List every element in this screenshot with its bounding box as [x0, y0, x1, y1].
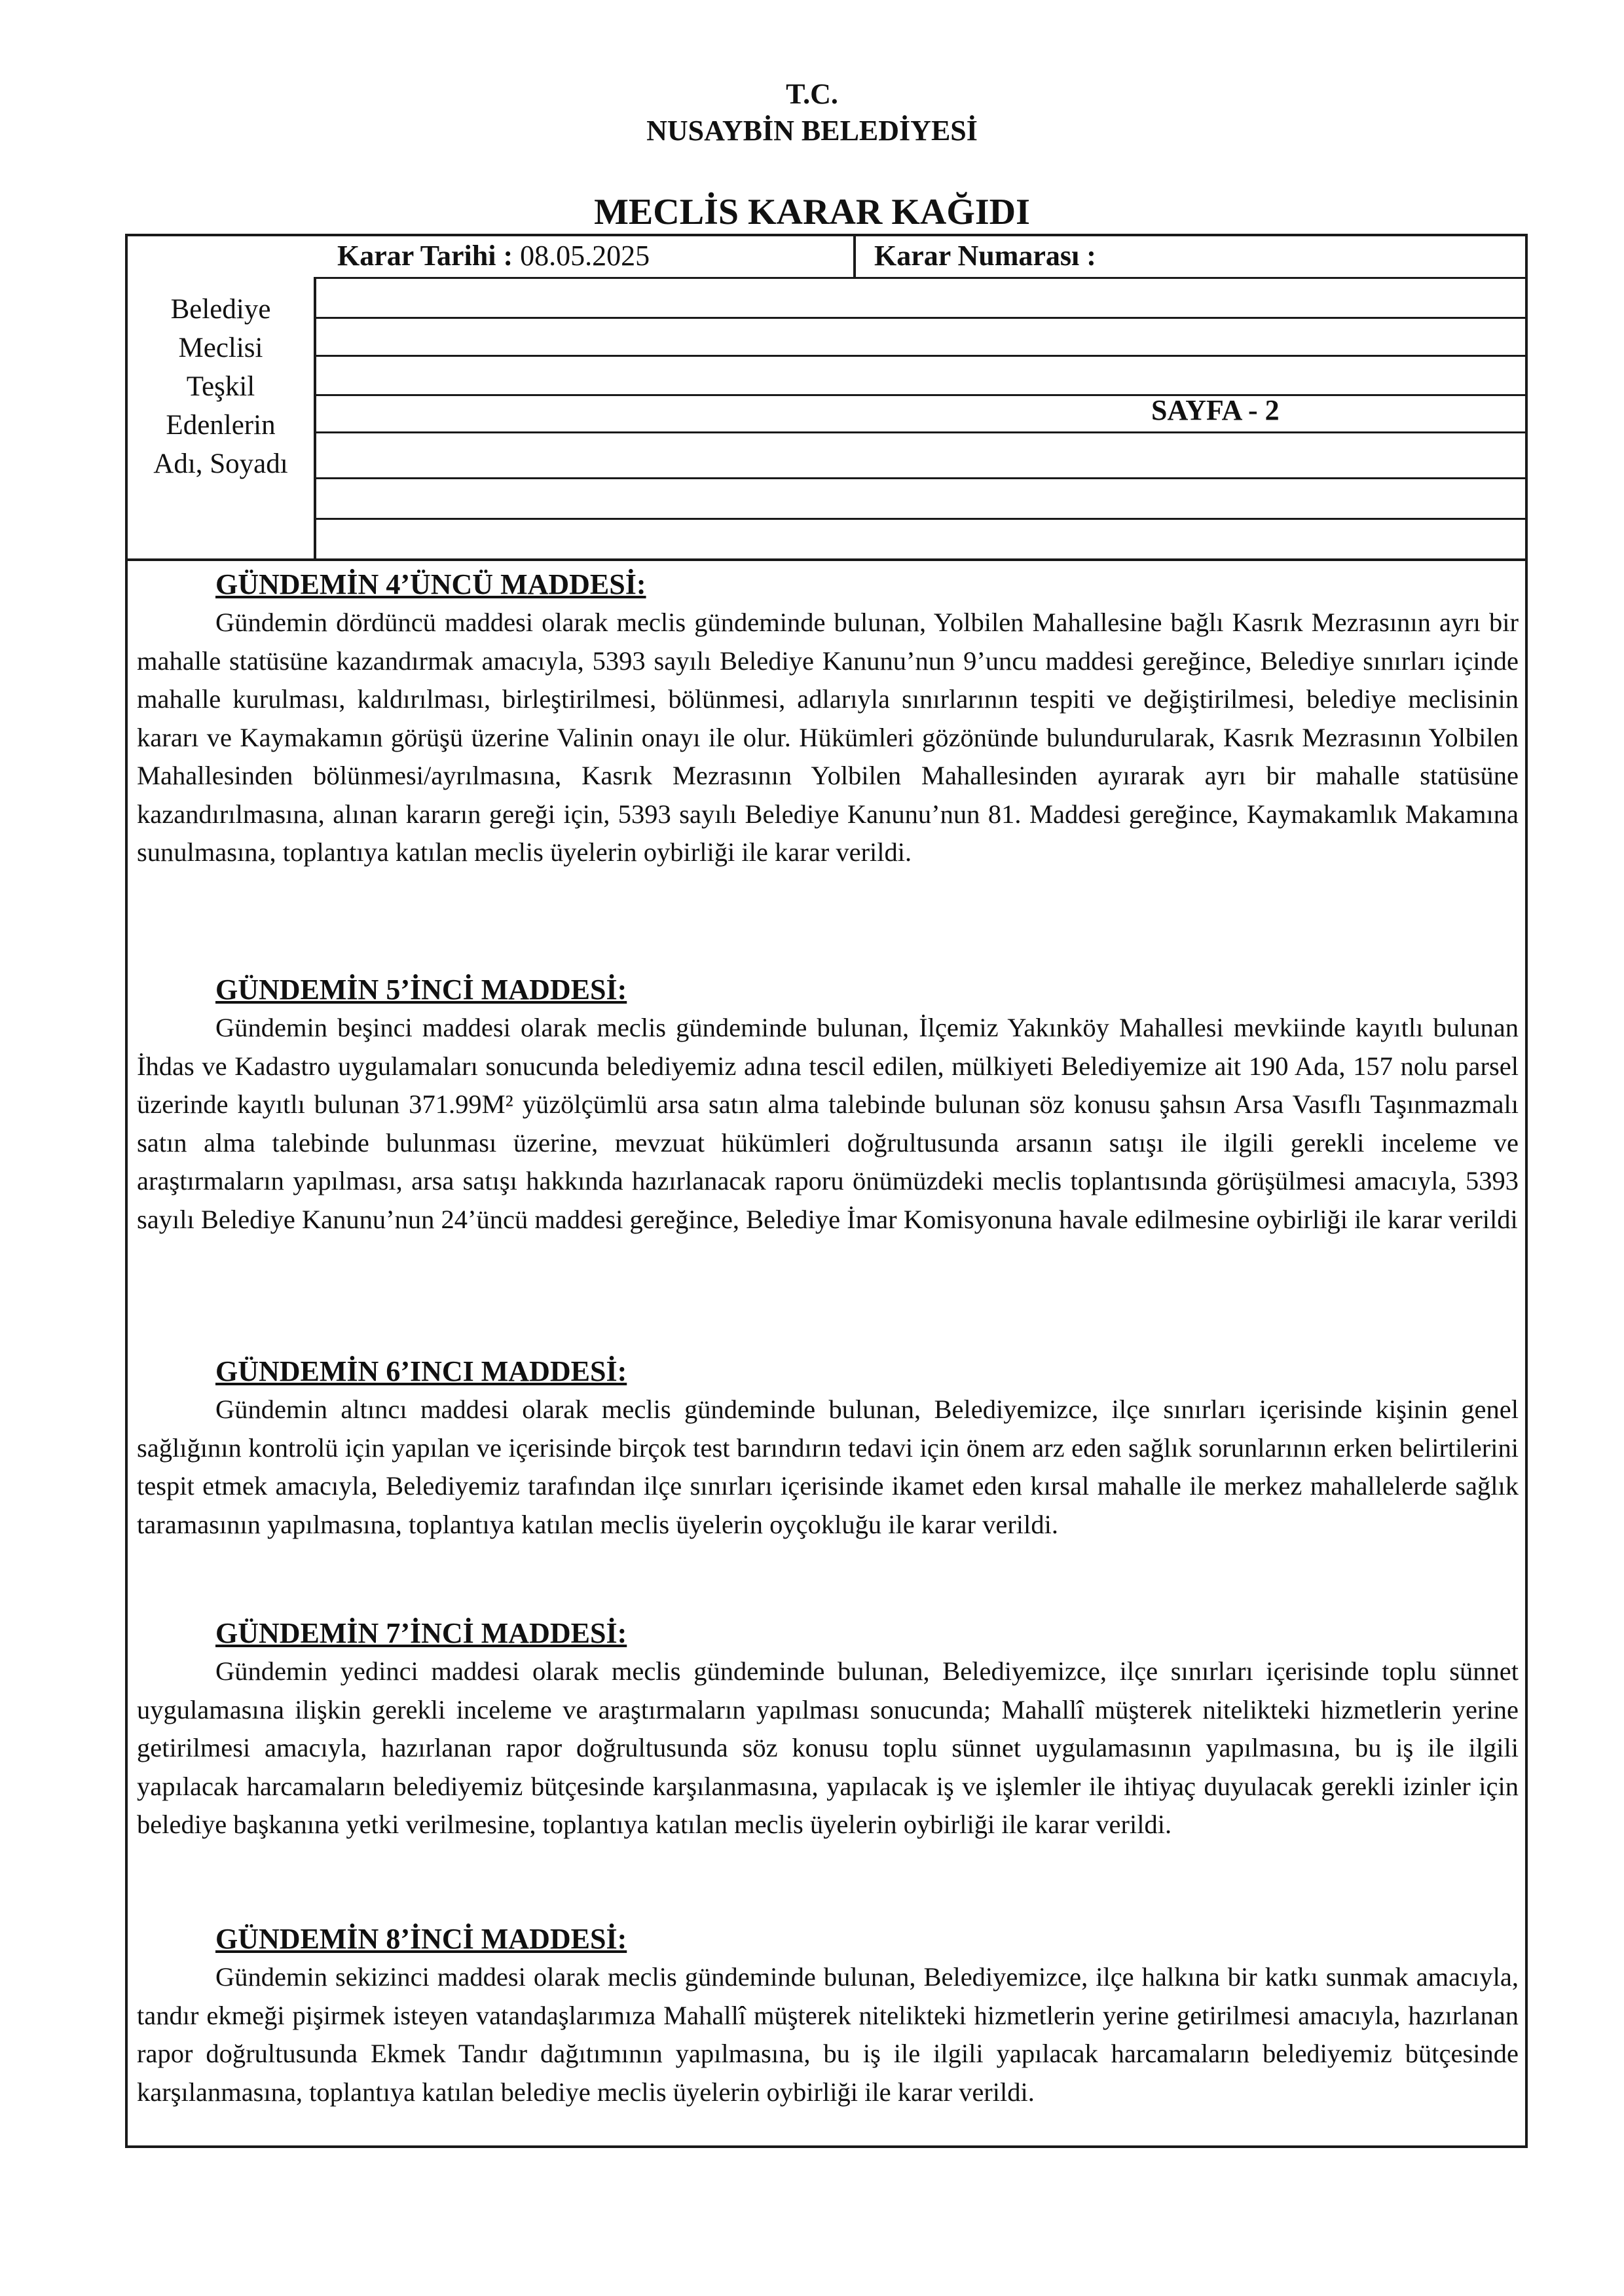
members-label-line: Teşkil	[186, 371, 255, 402]
document-title: MECLİS KARAR KAĞIDI	[594, 192, 1030, 232]
header-divider	[316, 277, 1525, 279]
agenda-item	[137, 1353, 1519, 1544]
decision-date-label: Karar Tarihi :	[337, 240, 513, 272]
members-label-line: Belediye	[170, 294, 271, 325]
agenda-item	[137, 971, 1519, 1239]
agenda-heading: GÜNDEMİN 4’ÜNCÜ MADDESİ:	[215, 568, 646, 600]
municipality-name: NUSAYBİN BELEDİYESİ	[646, 115, 978, 147]
agenda-heading: GÜNDEMİN 8’İNCİ MADDESİ:	[215, 1923, 627, 1955]
member-name-line	[316, 355, 1525, 357]
agenda-item	[137, 1920, 1519, 2111]
decision-date-value: 08.05.2025	[520, 240, 650, 272]
member-name-line	[316, 394, 1525, 396]
members-label-line: Meclisi	[178, 333, 263, 363]
members-label	[128, 290, 314, 483]
decision-form	[125, 234, 1528, 2148]
agenda-heading: GÜNDEMİN 7’İNCİ MADDESİ:	[215, 1617, 627, 1649]
decision-number-label: Karar Numarası :	[874, 240, 1096, 272]
agenda-text: Gündemin altıncı maddesi olarak meclis gündeminde bulunan, Belediyemizce, ilçe sınırları içerisinde kişinin genel sağlığının kontrolü için yapılan ve içerisinde birçok test barındırın tedavi için önem arz eden sağlık sorunlarının erken belirtilerini tespit etmek amacıyla, Belediyemiz tarafından ilçe sınırları içerisinde ikamet eden kırsal mahalle ile merkez mahallelerde sağlık taramasının yapılmasına, toplantıya katılan meclis üyelerin oyçokluğu ile karar verildi.	[137, 1394, 1519, 1539]
agenda-heading: GÜNDEMİN 6’INCI MADDESİ:	[215, 1355, 627, 1387]
header-bottom-border	[128, 558, 1525, 561]
agenda-text: Gündemin beşinci maddesi olarak meclis gündeminde bulunan, İlçemiz Yakınköy Mahallesi mevkiinde kayıtlı bulunan İhdas ve Kadastro uygulamaları sonucunda belediyemiz adına tescil edilen, mülkiyeti Belediyemize ait 190 Ada, 157 nolu parsel üzerinde kayıtlı bulunan 371.99M² yüzölçümlü arsa satın alma talebinde bulunan söz konusu şahsın Arsa Vasıflı Taşınmazmalı satın alma talebinde bulunması üzerine, mevzuat hükümleri doğrultusunda arsanın satışı ile ilgili gerekli inceleme ve araştırmaların yapılması, arsa satışı hakkında hazırlanacak raporu önümüzdeki meclis toplantısında görüşülmesi amacıyla, 5393 sayılı Belediye Kanunu’nun 24’üncü maddesi gereğince, Belediye İmar Komisyonuna havale edilmesine oybirliği ile karar verildi	[137, 1013, 1519, 1234]
decision-info-row	[128, 236, 1525, 277]
agenda-item	[137, 566, 1519, 872]
agenda-text: Gündemin dördüncü maddesi olarak meclis gündeminde bulunan, Yolbilen Mahallesine bağlı Kasrık Mezrasının ayrı bir mahalle statüsüne kazandırmak amacıyla, 5393 sayılı Belediye Kanunu’nun 9’uncu maddesi gereğince, Belediye sınırları içinde mahalle kurulması, kaldırılması, birleştirilmesi, bölünmesi, adlarıyla sınırlarının tespiti ve değiştirilmesi, belediye meclisinin kararı ve Kaymakamın görüşü üzerine Valinin onayı ile olur. Hükümleri gözönünde bulundurularak, Kasrık Mezrasının Yolbilen Mahallesinden bölünmesi/ayrılmasına, Kasrık Mezrasının Yolbilen Mahallesinden ayırarak ayrı bir mahalle statüsüne kazandırılmasına, alınan kararın gereği için, 5393 sayılı Belediye Kanunu’nun 81. Maddesi gereğince, Kaymakamlık Makamına sunulmasına, toplantıya katılan meclis üyelerin oybirliği ile karar verildi.	[137, 608, 1519, 867]
members-label-cell	[128, 277, 316, 558]
decision-date	[337, 239, 650, 272]
member-name-line	[316, 431, 1525, 433]
members-label-line: Edenlerin	[166, 410, 276, 441]
page-number: SAYFA - 2	[1151, 394, 1280, 426]
agenda-text: Gündemin sekizinci maddesi olarak meclis gündeminde bulunan, Belediyemizce, ilçe halkına bir katkı sunmak amacıyla, tandır ekmeği pişirmek isteyen vatandaşlarımıza Mahallî müşterek nitelikteki hizmetlerin yerine getirilmesi amacıyla, hazırlanan rapor doğrultusunda Ekmek Tandır dağıtımının yapılmasına, bu iş ile ilgili yapılacak harcamaların belediyemiz bütçesinde karşılanmasına, toplantıya katılan belediye meclis üyelerin oybirliği ile karar verildi.	[137, 1962, 1519, 2107]
column-divider	[853, 236, 856, 277]
member-name-line	[316, 317, 1525, 319]
decision-number	[874, 239, 1096, 272]
member-name-line	[316, 518, 1525, 520]
members-label-line: Adı, Soyadı	[153, 448, 288, 479]
member-name-line	[316, 477, 1525, 479]
agenda-heading: GÜNDEMİN 5’İNCİ MADDESİ:	[215, 974, 627, 1006]
agenda-text: Gündemin yedinci maddesi olarak meclis gündeminde bulunan, Belediyemizce, ilçe sınırları içerisinde toplu sünnet uygulamasına ilişkin gerekli inceleme ve araştırmaların yapılması sonucunda; Mahallî müşterek nitelikteki hizmetlerin yerine getirilmesi amacıyla, hazırlanan rapor doğrultusunda söz konusu toplu sünnet uygulamasının yapılmasına, bu iş ile ilgili yapılacak harcamaların belediyemiz bütçesinde karşılanmasına, yapılacak iş ve işlemler ile ihtiyaç duyulacak gerekli izinler için belediye başkanına yetki verilmesine, toplantıya katılan meclis üyelerin oybirliği ile karar verildi.	[137, 1656, 1519, 1839]
agenda-item	[137, 1614, 1519, 1844]
country-header: T.C.	[786, 78, 838, 110]
